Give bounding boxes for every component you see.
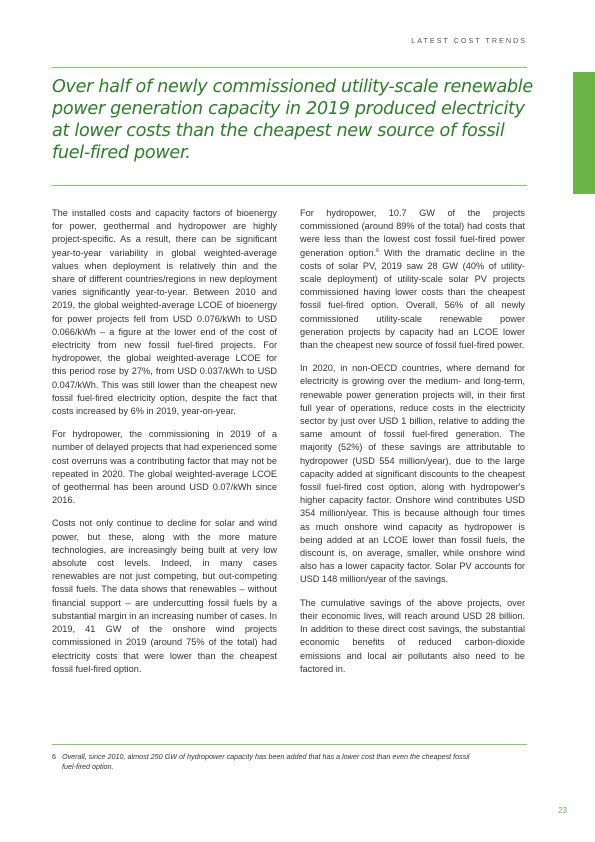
paragraph: In 2020, in non-OECD countries, where demand for electricity is growing over the medium- and long-term, renewable power generation projects will, in their first full year of operations, reduce costs in the electricity sector by just over USD 1 billion, relative to adding the same amount of fossil fuel-fired generation. The majority (52%) of these savings are attributable to hydropower (USD 554 million/year), due to the large capacity added at significant discounts to the cheapest fossil fuel-fired cost option, along with hydropower's higher capacity factor. Onshore wind contributes USD 354 million/year. This is because although four times as much onshore wind capacity as hydropower is being added at an LCOE lower than fossil fuels, the discount is, on average, smaller, while onshore wind also has a lower capacity factor. Solar PV accounts for USD 148 million/year of the savings. [300,363,525,585]
section-tab-marker [573,72,595,194]
footnote-reference[interactable]: 6 [376,247,379,254]
paragraph: For hydropower, the commissioning in 2019 of a number of delayed projects that had experienced some cost overruns was a contributing factor that may not be repeated in 2020. The global weighted-average LCOE of geothermal has been around USD 0.07/kWh since 2016. [52,429,277,506]
page-number: 23 [558,806,567,815]
footnote-rule [52,744,527,745]
title-top-rule [52,67,527,68]
title-bottom-rule [52,185,527,186]
footnote-text-continued: fuel-fired option. [62,761,114,771]
section-header: LATEST COST TRENDS [411,36,527,45]
footnote [52,752,522,771]
paragraph-text: For hydropower, 10.7 GW of the projects commissioned (around 89% of the total) had costs that were less than the lowest cost fossil fuel-fired power generation option. [300,208,525,258]
paragraph: The cumulative savings of the above projects, over their economic lives, will reach around USD 28 billion. In addition to these direct cost savings, the substantial economic benefits of reduced carbon-dioxide emissions and local air pollutants also need to be factored in. [300,597,525,674]
paragraph-text: With the dramatic decline in the costs of solar PV, 2019 saw 28 GW (40% of utility-scale deployment) of utility-scale solar PV projects commissioned having lower costs than the cheapest fossil fuel-fired option. Overall, 56% of all newly commissioned utility-scale renewable power generation projects by capacity had an LCOE lower than the cheapest new source of fossil fuel-fired power. [300,247,525,351]
left-column [52,207,277,686]
paragraph [300,207,525,352]
page-title: Over half of newly commissioned utility-scale renewable power generation capacity in 2019 produced electricity at lower costs than the cheapest new source of fossil fuel-fired power. [52,77,533,163]
right-column [300,207,525,686]
footnote-number: 6 [52,752,56,761]
paragraph: Costs not only continue to decline for solar and wind power, but these, along with the more mature technologies, are increasingly being built at very low absolute cost levels. Indeed, in many cases renewables are not just competing, but out-competing fossil fuels. The data shows that renewables – without financial support – are undercutting fossil fuels by a substantial margin in an increasing number of cases. In 2019, 41 GW of the onshore wind projects commissioned in 2019 (around 75% of the total) had electricity costs that were lower than the cheapest fossil fuel-fired option. [52,518,277,674]
paragraph: The installed costs and capacity factors of bioenergy for power, geothermal and hydropower are highly project-specific. As a result, there can be significant year-to-year variability in global weighted-average values when deployment is relatively thin and the share of different countries/regions in new deployment varies significantly year-to-year. Between 2010 and 2019, the global weighted-average LCOE of bioenergy for power projects fell from USD 0.076/kWh to USD 0.066/kWh – a figure at the lower end of the cost of electricity from new fossil fuel-fired projects. For hydropower, the global weighted-average LCOE for this period rose by 27%, from USD 0.037/kWh to USD 0.047/kWh. This was still lower than the cheapest new fossil fuel-fired electricity option, despite the fact that costs increased by 6% in 2019, year-on-year. [52,208,277,417]
footnote-text: Overall, since 2010, almost 250 GW of hydropower capacity has been added that has a lower cost than even the cheapest fossil [62,752,470,761]
